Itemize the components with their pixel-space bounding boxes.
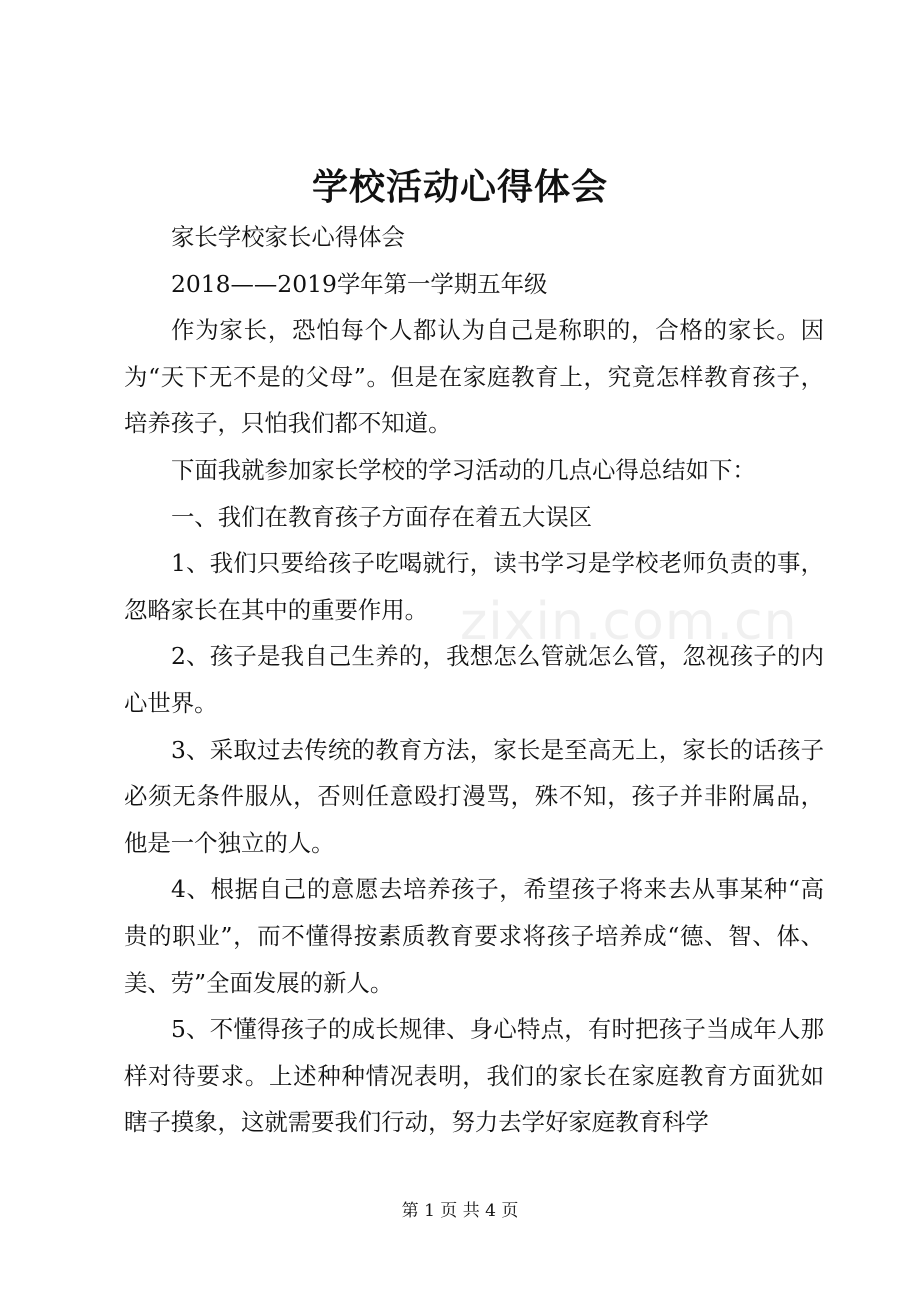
paragraph-item-2: 2、孩子是我自己生养的，我想怎么管就怎么管，忽视孩子的内心世界。 (124, 642, 824, 717)
paragraph-item-1: 1、我们只要给孩子吃喝就行，读书学习是学校老师负责的事，忽略家长在其中的重要作用。 (124, 549, 824, 624)
paragraph-item-3: 3、采取过去传统的教育方法，家长是至高无上，家长的话孩子必须无条件服从，否则任意殴打漫骂，殊不知，孩子并非附属品，他是一个独立的人。 (124, 735, 824, 857)
paragraph-term: 2018——2019学年第一学期五年级 (171, 269, 548, 298)
document-body (124, 214, 824, 1146)
paragraph-section-heading: 一、我们在教育孩子方面存在着五大误区 (171, 502, 593, 531)
watermark: zixin.com.cn (460, 592, 798, 652)
paragraph-intro: 作为家长，恐怕每个人都认为自己是称职的，合格的家长。因为“天下无不是的父母”。但是在家庭教育上，究竟怎样教育孩子，培养孩子，只怕我们都不知道。 (124, 316, 824, 438)
paragraph-summary-lead: 下面我就参加家长学校的学习活动的几点心得总结如下： (171, 455, 756, 484)
paragraph-item-5: 5、不懂得孩子的成长规律、身心特点，有时把孩子当成年人那样对待要求。上述种种情况表明，我们的家长在家庭教育方面犹如瞎子摸象，这就需要我们行动，努力去学好家庭教育科学 (124, 1015, 824, 1137)
paragraph-item-4: 4、根据自己的意愿去培养孩子，希望孩子将来去从事某种“高贵的职业”，而不懂得按素质教育要求将孩子培养成“德、智、体、美、劳”全面发展的新人。 (124, 875, 824, 997)
document-title: 学校活动心得体会 (311, 166, 608, 208)
page-footer: 第 1 页 共 4 页 (401, 1201, 519, 1221)
paragraph-subtitle: 家长学校家长心得体会 (171, 223, 405, 251)
